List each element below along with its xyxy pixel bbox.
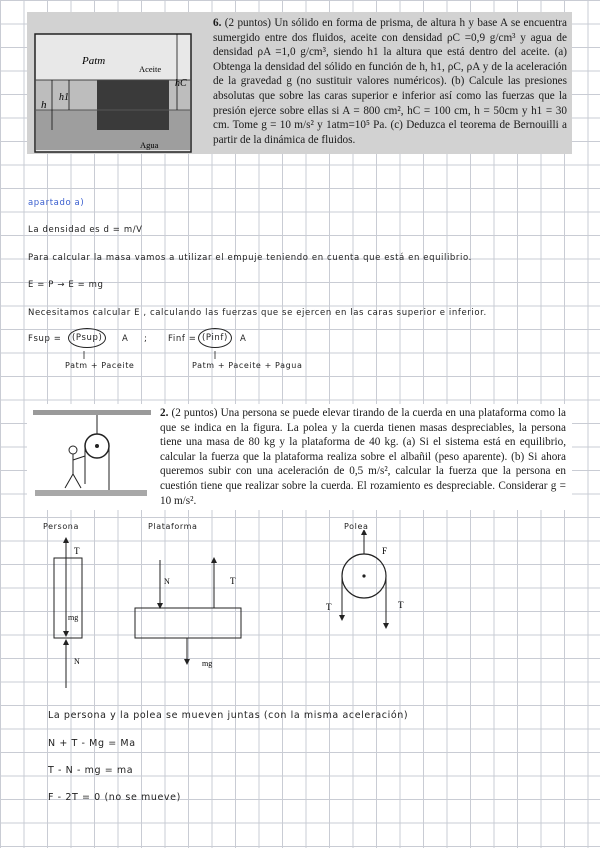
label-agua: Agua	[140, 140, 159, 150]
note2-line-3: T - N - mg = ma	[48, 765, 134, 776]
finf-label: Finf =	[168, 334, 197, 344]
label-h1: h1	[59, 92, 69, 103]
pinf-circled: (Pinf)	[198, 328, 232, 348]
persona-mg: mg	[68, 613, 79, 622]
label-persona: Persona	[43, 522, 79, 531]
persona-T: T	[74, 546, 80, 556]
separator: ;	[144, 334, 148, 344]
problem-6-photo	[27, 12, 572, 154]
label-h: h	[41, 99, 47, 111]
polea-F: F	[382, 546, 388, 556]
free-body-diagrams	[0, 530, 600, 710]
pinf-expansion: Patm + Paceite + Pagua	[192, 361, 303, 370]
plataforma-mg: mg	[202, 659, 213, 668]
pulley-figure	[27, 404, 157, 510]
finf-area: A	[240, 334, 247, 344]
note-line-1: La densidad es d = m/V	[28, 225, 143, 235]
fsup-area: A	[122, 334, 129, 344]
polea-T-right: T	[398, 600, 404, 610]
problem-2-statement: (2 puntos) Una persona se puede elevar tirando de la cuerda en una plataforma como la que se indica en la figura. La polea y la cuerda tienen masas despreciables, la persona tiene una masa de 80 kg y la plataforma de 40 kg. (a) Si el sistema está en equilibrio, calcular la fuerza que la plataforma realiza sobre el albañil (peso aparente). (b) Si ahora queremos subir con una aceleración de 0,5 m/s², calcular la fuerza que la persona en cuestión tiene que realizar sobre la cuerda. El rozamiento es despreciable. Considerar g = 10 m/s².	[160, 407, 566, 507]
label-polea: Polea	[344, 522, 369, 531]
plataforma-T: T	[230, 576, 236, 586]
problem-2-number: 2.	[160, 407, 169, 419]
prism-figure	[27, 12, 217, 154]
label-hc: hC	[175, 78, 187, 89]
note-line-3: E = P → E = mg	[28, 280, 104, 290]
label-plataforma: Plataforma	[148, 522, 198, 531]
problem-6-statement: (2 puntos) Un sólido en forma de prisma, de altura h y base A se encuentra sumergido entre dos fluidos, aceite con densidad ρC =0,9 g/cm³ y agua de densidad ρA =1,0 g/cm³, siendo h1 la altura que está dentro del aceite. (a) Obtenga la densidad del sólido en función de h, h1, ρC, ρA y de la aceleración de la gravedad g (no sustituir valores numéricos). (b) Calcule las presiones absolutas que sobre las caras superior e inferior así como las fuerzas que la presión ejerce sobre ellas si A = 800 cm², hC = 100 cm, h = 50cm y h1 = 30 cm. Tome g = 10 m/s² y 1atm=10⁵ Pa. (c) Deduzca el teorema de Bernouilli a partir de la dinámica de fluidos.	[213, 17, 568, 146]
label-aceite: Aceite	[139, 64, 162, 74]
note2-line-4: F - 2T = 0 (no se mueve)	[48, 792, 181, 803]
problem-6-number: 6.	[213, 17, 222, 29]
label-patm: Patm	[82, 55, 106, 67]
note-line-4: Necesitamos calcular E , calculando las fuerzas que se ejercen en las caras superior e inferior.	[28, 308, 487, 318]
note-line-2: Para calcular la masa vamos a utilizar el empuje teniendo en cuenta que está en equilibrio.	[28, 253, 472, 263]
psup-circled: (Psup)	[68, 328, 106, 348]
plataforma-N: N	[164, 577, 170, 586]
problem-2-text	[160, 406, 566, 508]
persona-N: N	[74, 657, 80, 666]
problem-2-photo	[27, 404, 572, 510]
psup-expansion: Patm + Paceite	[65, 361, 135, 370]
note2-line-1: La persona y la polea se mueven juntas (con la misma aceleración)	[48, 710, 409, 721]
polea-T-left: T	[326, 602, 332, 612]
note2-line-2: N + T - Mg = Ma	[48, 738, 136, 749]
problem-6-text	[213, 16, 567, 147]
apartado-a-heading: apartado a)	[28, 198, 85, 208]
fsup-label: Fsup =	[28, 334, 62, 344]
note-arrows	[0, 345, 600, 375]
